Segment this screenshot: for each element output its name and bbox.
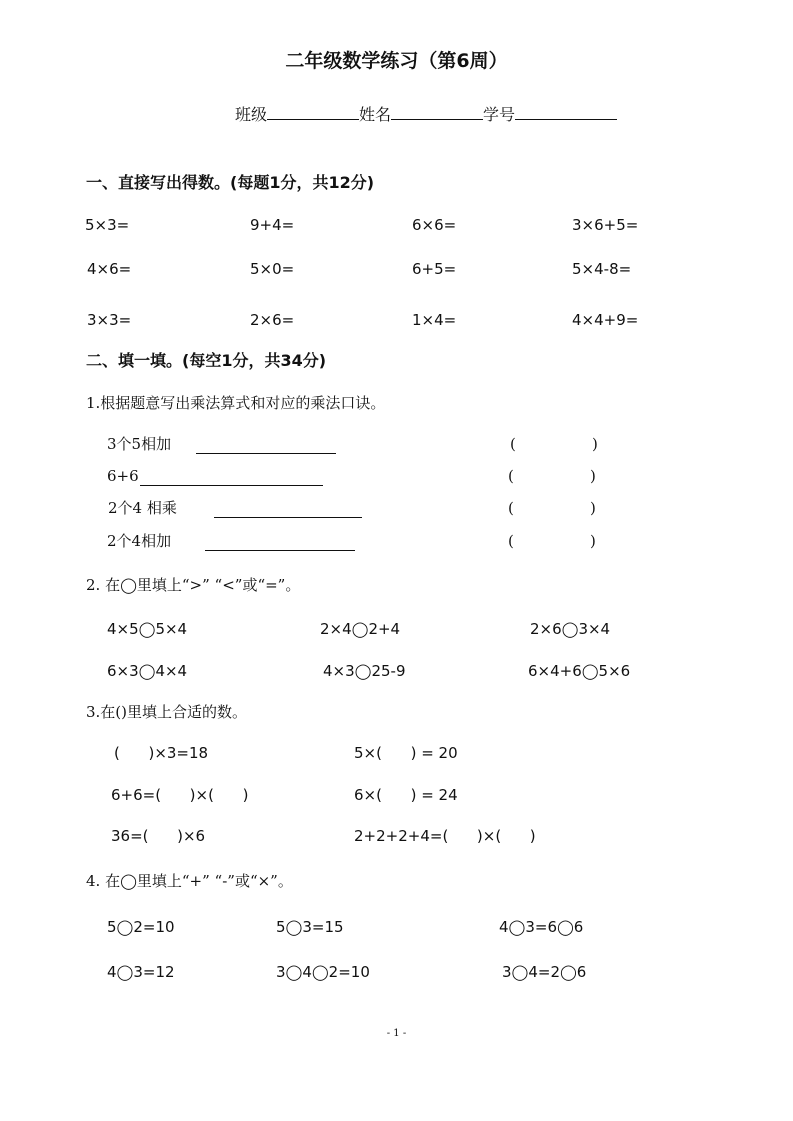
q1-item-label: 2个4 相乘	[108, 499, 177, 517]
q1-paren-close: )	[590, 532, 596, 550]
page-title: 二年级数学练习（第6周）	[285, 50, 508, 72]
class-field[interactable]	[267, 104, 359, 120]
fill-item: 5×( ) = 20	[354, 744, 458, 762]
q1-paren-close: )	[590, 499, 596, 517]
operator-item: 4◯3=6◯6	[499, 918, 584, 936]
number-field[interactable]	[515, 104, 617, 120]
compare-item: 6×3◯4×4	[107, 662, 188, 680]
name-field[interactable]	[391, 104, 483, 120]
operator-item: 4◯3=12	[107, 963, 175, 981]
fill-item: 6×( ) = 24	[354, 786, 458, 804]
name-label: 姓名	[359, 105, 392, 124]
number-label: 学号	[483, 105, 516, 124]
q1-paren-close: )	[592, 435, 598, 453]
compare-item: 6×4+6◯5×6	[528, 662, 631, 680]
q1-item-label: 3个5相加	[107, 435, 172, 453]
section2-heading: 二、填一填。(每空1分，共34分)	[86, 351, 327, 370]
exercise-item: 6+5=	[412, 260, 457, 278]
exercise-item: 4×6=	[87, 260, 132, 278]
fill-item: 6+6=( )×( )	[111, 786, 249, 804]
q1-answer-line[interactable]	[214, 517, 362, 518]
class-label: 班级	[235, 105, 268, 124]
compare-item: 4×3◯25-9	[323, 662, 406, 680]
q1-item-label: 2个4相加	[107, 532, 172, 550]
exercise-item: 6×6=	[412, 216, 457, 234]
page-number: - 1 -	[386, 1028, 407, 1039]
operator-item: 5◯3=15	[276, 918, 344, 936]
q1-item-label: 6+6	[107, 467, 139, 485]
exercise-item: 1×4=	[412, 311, 457, 329]
fill-item: 36=( )×6	[111, 827, 206, 845]
exercise-item: 2×6=	[250, 311, 295, 329]
q1-paren-close: )	[590, 467, 596, 485]
operator-item: 5◯2=10	[107, 918, 175, 936]
exercise-item: 5×3=	[85, 216, 130, 234]
compare-item: 2×4◯2+4	[320, 620, 401, 638]
question2-title: 2. 在◯里填上“>” “<”或“=”。	[86, 576, 301, 594]
compare-item: 2×6◯3×4	[530, 620, 611, 638]
exercise-item: 5×4-8=	[572, 260, 632, 278]
q1-paren-open: (	[508, 467, 514, 485]
exercise-item: 3×3=	[87, 311, 132, 329]
operator-item: 3◯4=2◯6	[502, 963, 587, 981]
q1-paren-open: (	[508, 532, 514, 550]
q1-answer-line[interactable]	[196, 453, 336, 454]
q1-answer-line[interactable]	[140, 485, 323, 486]
question1-title: 1.根据题意写出乘法算式和对应的乘法口诀。	[86, 394, 386, 412]
exercise-item: 9+4=	[250, 216, 295, 234]
student-info-row	[235, 104, 617, 123]
q1-paren-open: (	[508, 499, 514, 517]
operator-item: 3◯4◯2=10	[276, 963, 370, 981]
section1-heading: 一、直接写出得数。(每题1分，共12分)	[86, 173, 375, 192]
compare-item: 4×5◯5×4	[107, 620, 188, 638]
exercise-item: 5×0=	[250, 260, 295, 278]
exercise-item: 3×6+5=	[572, 216, 639, 234]
question3-title: 3.在()里填上合适的数。	[86, 703, 248, 721]
exercise-item: 4×4+9=	[572, 311, 639, 329]
q1-answer-line[interactable]	[205, 550, 355, 551]
fill-item: ( )×3=18	[114, 744, 209, 762]
fill-item: 2+2+2+4=( )×( )	[354, 827, 536, 845]
q1-paren-open: (	[510, 435, 516, 453]
question4-title: 4. 在◯里填上“+” “-”或“×”。	[86, 872, 293, 890]
